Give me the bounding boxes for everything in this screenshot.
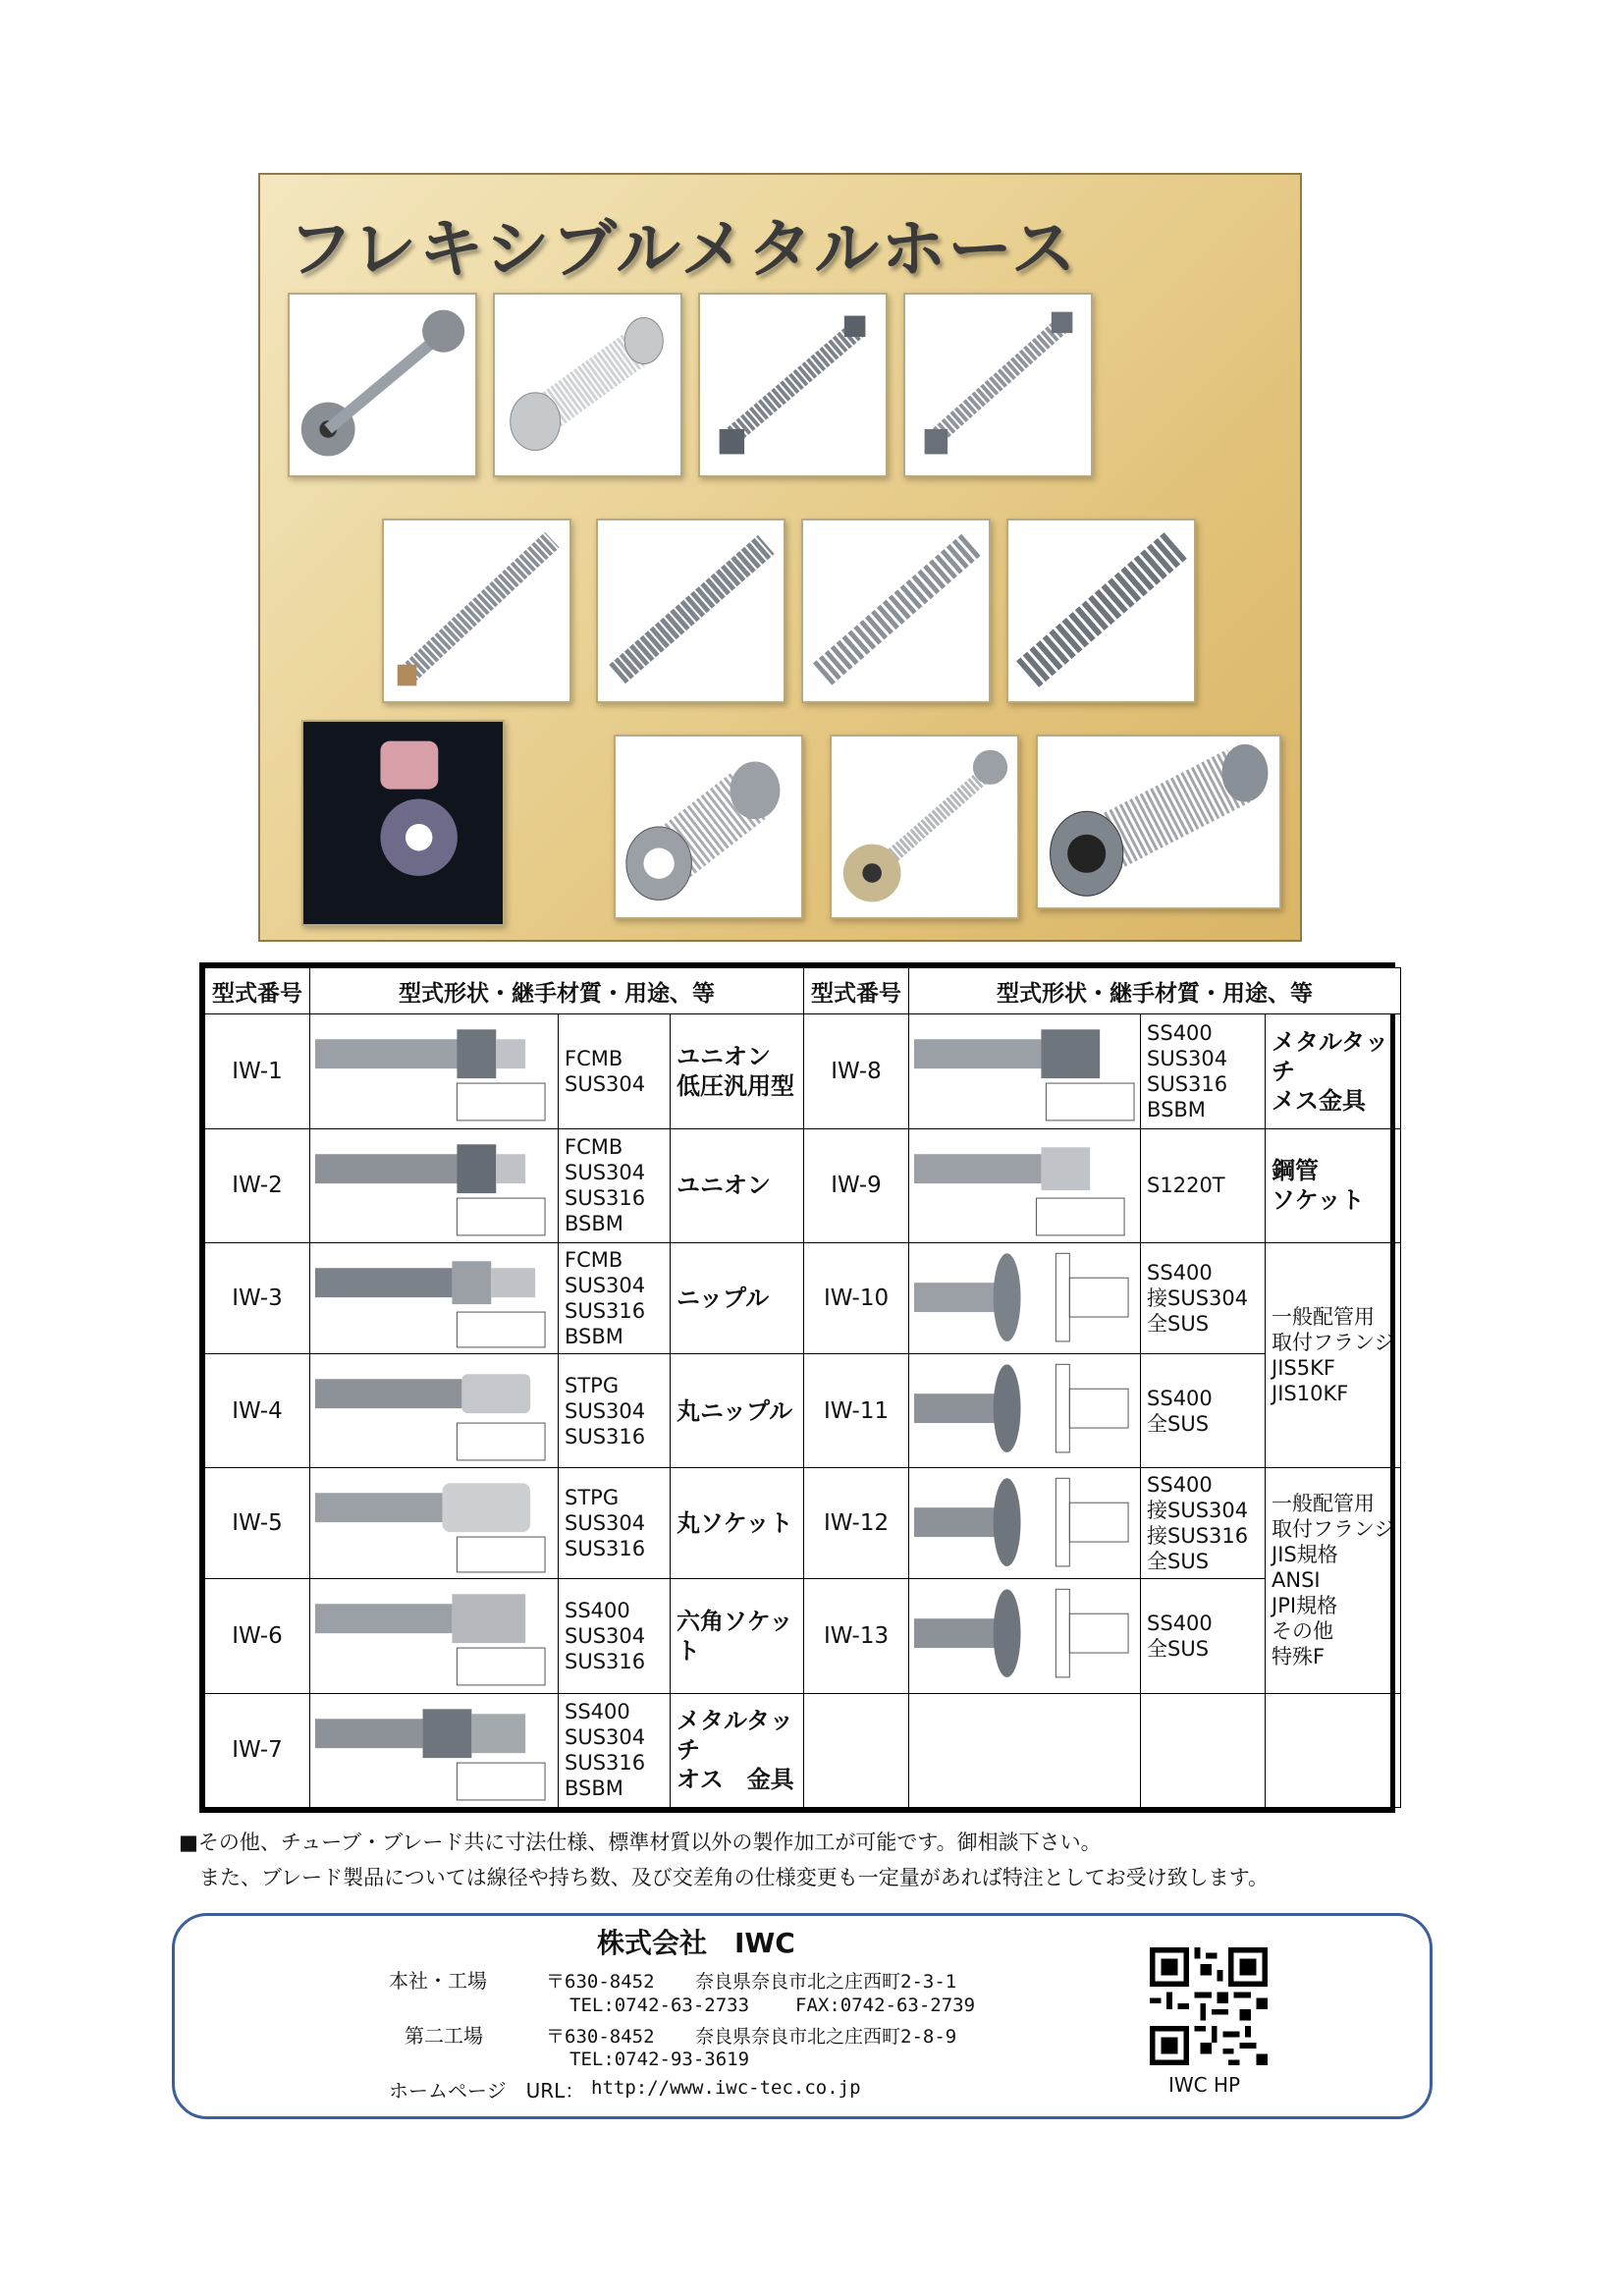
model-cell: IW-1 <box>205 1014 310 1128</box>
product-photo-11 <box>1036 735 1281 909</box>
flange-fitting-icon <box>909 1243 1140 1353</box>
hq-zip: 〒630-8452 <box>546 1971 655 1993</box>
product-photo-8 <box>1006 519 1196 703</box>
qr-caption: IWC HP <box>1168 2073 1241 2097</box>
model-cell: IW-3 <box>205 1242 310 1353</box>
note-line-1: ■その他、チューブ・ブレード共に寸法仕様、標準材質以外の製作加工が可能です。御相談下さい。 <box>179 1831 1102 1854</box>
welding-icon <box>303 722 503 924</box>
model-cell: IW-7 <box>205 1693 310 1807</box>
model-cell: IW-10 <box>804 1242 909 1353</box>
table-header-row <box>205 968 1401 1014</box>
hq-address: 奈良県奈良市北之庄西町2-3-1 <box>695 1971 957 1993</box>
model-cell: IW-6 <box>205 1579 310 1693</box>
table-row <box>205 1014 1401 1128</box>
empty-cell <box>1141 1693 1266 1807</box>
braided-hose-icon <box>803 520 989 701</box>
product-photo-7 <box>801 519 991 703</box>
hq-label: 本社・工場 <box>389 1969 487 1993</box>
flange-hose-white-icon <box>495 295 680 475</box>
flange-tee-hose-icon <box>1038 737 1279 907</box>
threaded-hose-icon <box>700 295 886 475</box>
model-cell: IW-4 <box>205 1353 310 1467</box>
qr-code[interactable] <box>1150 1947 1268 2065</box>
hex-socket-icon <box>310 1579 558 1692</box>
flange-fitting-icon <box>909 1468 1140 1578</box>
spec-table <box>199 962 1395 1813</box>
union-fitting-icon <box>310 1014 558 1127</box>
round-nipple-icon <box>310 1354 558 1467</box>
header-model: 型式番号 <box>205 968 310 1014</box>
material-cell: SS400 全SUS <box>1141 1353 1266 1467</box>
product-photo-9 <box>614 735 803 919</box>
model-cell: IW-12 <box>804 1468 909 1579</box>
model-cell: IW-5 <box>205 1468 310 1579</box>
threaded-hose-icon <box>905 295 1091 475</box>
fitting-image <box>310 1353 559 1467</box>
website-link[interactable]: http://www.iwc-tec.co.jp <box>591 2077 861 2099</box>
material-cell: FCMB SUS304 SUS316 BSBM <box>559 1128 671 1242</box>
material-cell: FCMB SUS304 SUS316 BSBM <box>559 1242 671 1353</box>
welding-photo <box>301 720 505 926</box>
table-row <box>205 1353 1401 1467</box>
use-cell: 丸ニップル <box>671 1353 804 1467</box>
steel-socket-icon <box>909 1129 1140 1242</box>
model-cell: IW-9 <box>804 1128 909 1242</box>
use-cell: 六角ソケット <box>671 1579 804 1693</box>
flange-fitting-icon <box>909 1354 1140 1467</box>
use-cell: 鋼管 ソケット <box>1266 1128 1401 1242</box>
use-cell: ユニオン 低圧汎用型 <box>671 1014 804 1128</box>
table-row <box>205 1468 1401 1579</box>
material-cell: SS400 SUS304 SUS316 BSBM <box>559 1693 671 1807</box>
empty-cell <box>804 1693 909 1807</box>
use-cell: メタルタッチ メス金具 <box>1266 1014 1401 1128</box>
company-info-box <box>172 1913 1433 2119</box>
fitting-image <box>909 1128 1141 1242</box>
braided-hose-icon <box>1008 520 1194 701</box>
product-photo-3 <box>698 293 888 477</box>
web-label: ホームページ URL： <box>389 2079 585 2103</box>
banner-title: フレキシブルメタルホース <box>288 211 1078 287</box>
flange-hose-icon <box>290 295 475 475</box>
fitting-image <box>310 1242 559 1353</box>
fitting-image <box>310 1128 559 1242</box>
material-cell: SS400 接SUS304 全SUS <box>1141 1242 1266 1353</box>
use-cell-merged: 一般配管用 取付フランジ JIS規格 ANSI JPI規格 その他 特殊F <box>1266 1468 1401 1693</box>
flange-fitting-icon <box>909 1579 1140 1692</box>
nipple-fitting-icon <box>310 1243 558 1353</box>
factory2-tel: TEL:0742-93-3619 <box>569 2049 750 2070</box>
model-cell: IW-11 <box>804 1353 909 1467</box>
header-model-2: 型式番号 <box>804 968 909 1014</box>
material-cell: SS400 全SUS <box>1141 1579 1266 1693</box>
header-desc-2: 型式形状・継手材質・用途、等 <box>909 968 1401 1014</box>
header-desc: 型式形状・継手材質・用途、等 <box>310 968 804 1014</box>
braided-hose-icon <box>598 520 784 701</box>
model-cell: IW-8 <box>804 1014 909 1128</box>
factory2-label: 第二工場 <box>405 2024 483 2048</box>
material-cell: SS400 SUS304 SUS316 BSBM <box>1141 1014 1266 1128</box>
fitting-image <box>909 1014 1141 1128</box>
factory2-zip: 〒630-8452 <box>546 2026 655 2048</box>
qr-code-icon <box>1150 1947 1268 2065</box>
fitting-image <box>909 1353 1141 1467</box>
use-cell: メタルタッチ オス 金具 <box>671 1693 804 1807</box>
hq-tel: TEL:0742-63-2733 <box>569 1995 750 2016</box>
empty-cell <box>1266 1693 1401 1807</box>
material-cell: SS400 SUS304 SUS316 <box>559 1579 671 1693</box>
product-photo-2 <box>493 293 682 477</box>
product-photo-5 <box>382 519 571 703</box>
fitting-image <box>909 1242 1141 1353</box>
flange-bellows-icon <box>616 737 801 917</box>
note-line-2: また、ブレード製品については線径や持ち数、及び交差角の仕様変更も一定量があれば特注としてお受け致します。 <box>179 1866 1270 1889</box>
use-cell: ユニオン <box>671 1128 804 1242</box>
table-row <box>205 1242 1401 1353</box>
hq-fax: FAX:0742-63-2739 <box>795 1995 976 2016</box>
company-name: 株式会社 IWC <box>597 1927 795 1959</box>
fitting-image <box>310 1468 559 1579</box>
material-cell: STPG SUS304 SUS316 <box>559 1353 671 1467</box>
fitting-image <box>909 1468 1141 1579</box>
use-cell: 丸ソケット <box>671 1468 804 1579</box>
product-photo-10 <box>830 735 1019 919</box>
material-cell: SS400 接SUS304 接SUS316 全SUS <box>1141 1468 1266 1579</box>
flange-hose-long-icon <box>832 737 1017 917</box>
table-row <box>205 1693 1401 1807</box>
product-photo-6 <box>596 519 785 703</box>
use-cell: ニップル <box>671 1242 804 1353</box>
model-cell: IW-2 <box>205 1128 310 1242</box>
empty-cell <box>909 1693 1141 1807</box>
factory2-address: 奈良県奈良市北之庄西町2-8-9 <box>695 2026 957 2048</box>
product-photo-4 <box>903 293 1093 477</box>
use-cell-merged: 一般配管用 取付フランジ JIS5KF JIS10KF <box>1266 1242 1401 1467</box>
product-photo-1 <box>288 293 477 477</box>
material-cell: FCMB SUS304 <box>559 1014 671 1128</box>
table-row <box>205 1128 1401 1242</box>
fitting-image <box>310 1014 559 1128</box>
metal-touch-male-icon <box>310 1694 558 1807</box>
product-banner <box>258 173 1302 942</box>
fitting-image <box>909 1579 1141 1693</box>
material-cell: S1220T <box>1141 1128 1266 1242</box>
table-row <box>205 1579 1401 1693</box>
fitting-image <box>310 1693 559 1807</box>
fitting-image <box>310 1579 559 1693</box>
round-socket-icon <box>310 1468 558 1578</box>
model-cell: IW-13 <box>804 1579 909 1693</box>
metal-touch-female-icon <box>909 1014 1140 1127</box>
braided-hose-icon <box>384 520 569 701</box>
material-cell: STPG SUS304 SUS316 <box>559 1468 671 1579</box>
union-fitting-icon <box>310 1129 558 1242</box>
